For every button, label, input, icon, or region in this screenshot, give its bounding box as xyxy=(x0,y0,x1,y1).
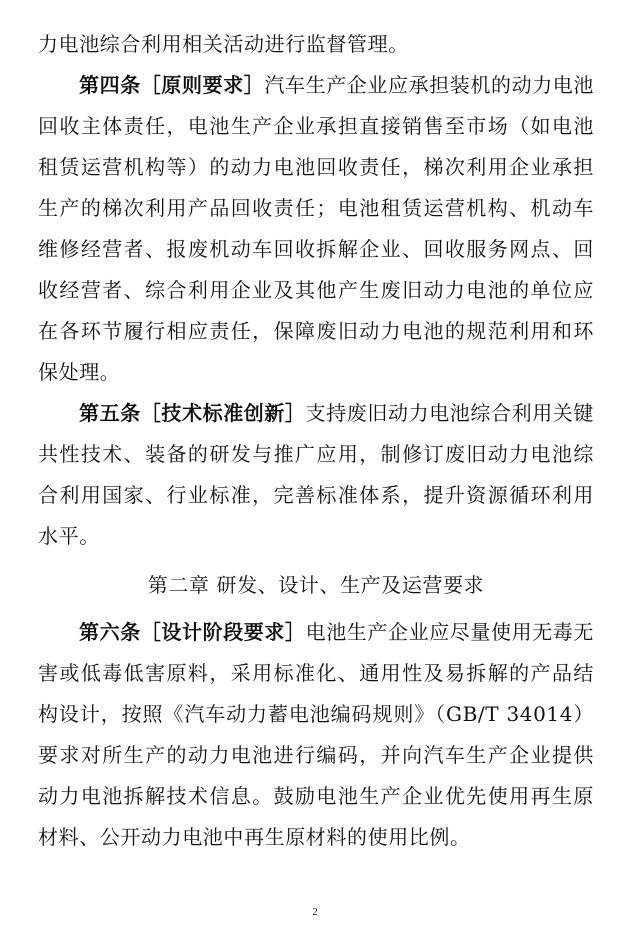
document-page xyxy=(38,24,594,858)
article-6-text: 电池生产企业应尽量使用无毒无害或低毒低害原料，采用标准化、通用性及易拆解的产品结构设计，按照《汽车动力蓄电池编码规则》（GB/T 34014）要求对所生产的动力电池进行编码，并向汽车生产企业提供动力电池拆解技术信息。鼓励电池生产企业优先使用再生原材料、公开动力电池中再生原材料的使用比例。 xyxy=(38,620,595,849)
page-number: 2 xyxy=(312,906,318,918)
continuation-paragraph: 力电池综合利用相关活动进行监督管理。 xyxy=(38,32,409,56)
article-4-heading: 第四条［原则要求］ xyxy=(79,73,265,97)
article-5-text: 支持废旧动力电池综合利用关键共性技术、装备的研发与推广应用，制修订废旧动力电池综合利用国家、行业标准，完善标准体系，提升资源循环利用水平。 xyxy=(38,401,595,548)
chapter-title: 第二章 研发、设计、生产及运营要求 xyxy=(147,573,485,597)
article-5-heading: 第五条［技术标准创新］ xyxy=(79,401,306,425)
article-4 xyxy=(38,65,594,393)
article-4-text: 汽车生产企业应承担装机的动力电池回收主体责任，电池生产企业承担直接销售至市场（如电池租赁运营机构等）的动力电池回收责任，梯次利用企业承担生产的梯次利用产品回收责任；电池租赁运营机构、机动车维修经营者、报废机动车回收拆解企业、回收服务网点、回收经营者、综合利用企业及其他产生废旧动力电池的单位应在各环节履行相应责任，保障废旧动力电池的规范利用和环保处理。 xyxy=(38,73,595,384)
article-6 xyxy=(38,612,594,858)
article-6-heading: 第六条［设计阶段要求］ xyxy=(79,620,306,644)
article-5 xyxy=(38,393,594,557)
